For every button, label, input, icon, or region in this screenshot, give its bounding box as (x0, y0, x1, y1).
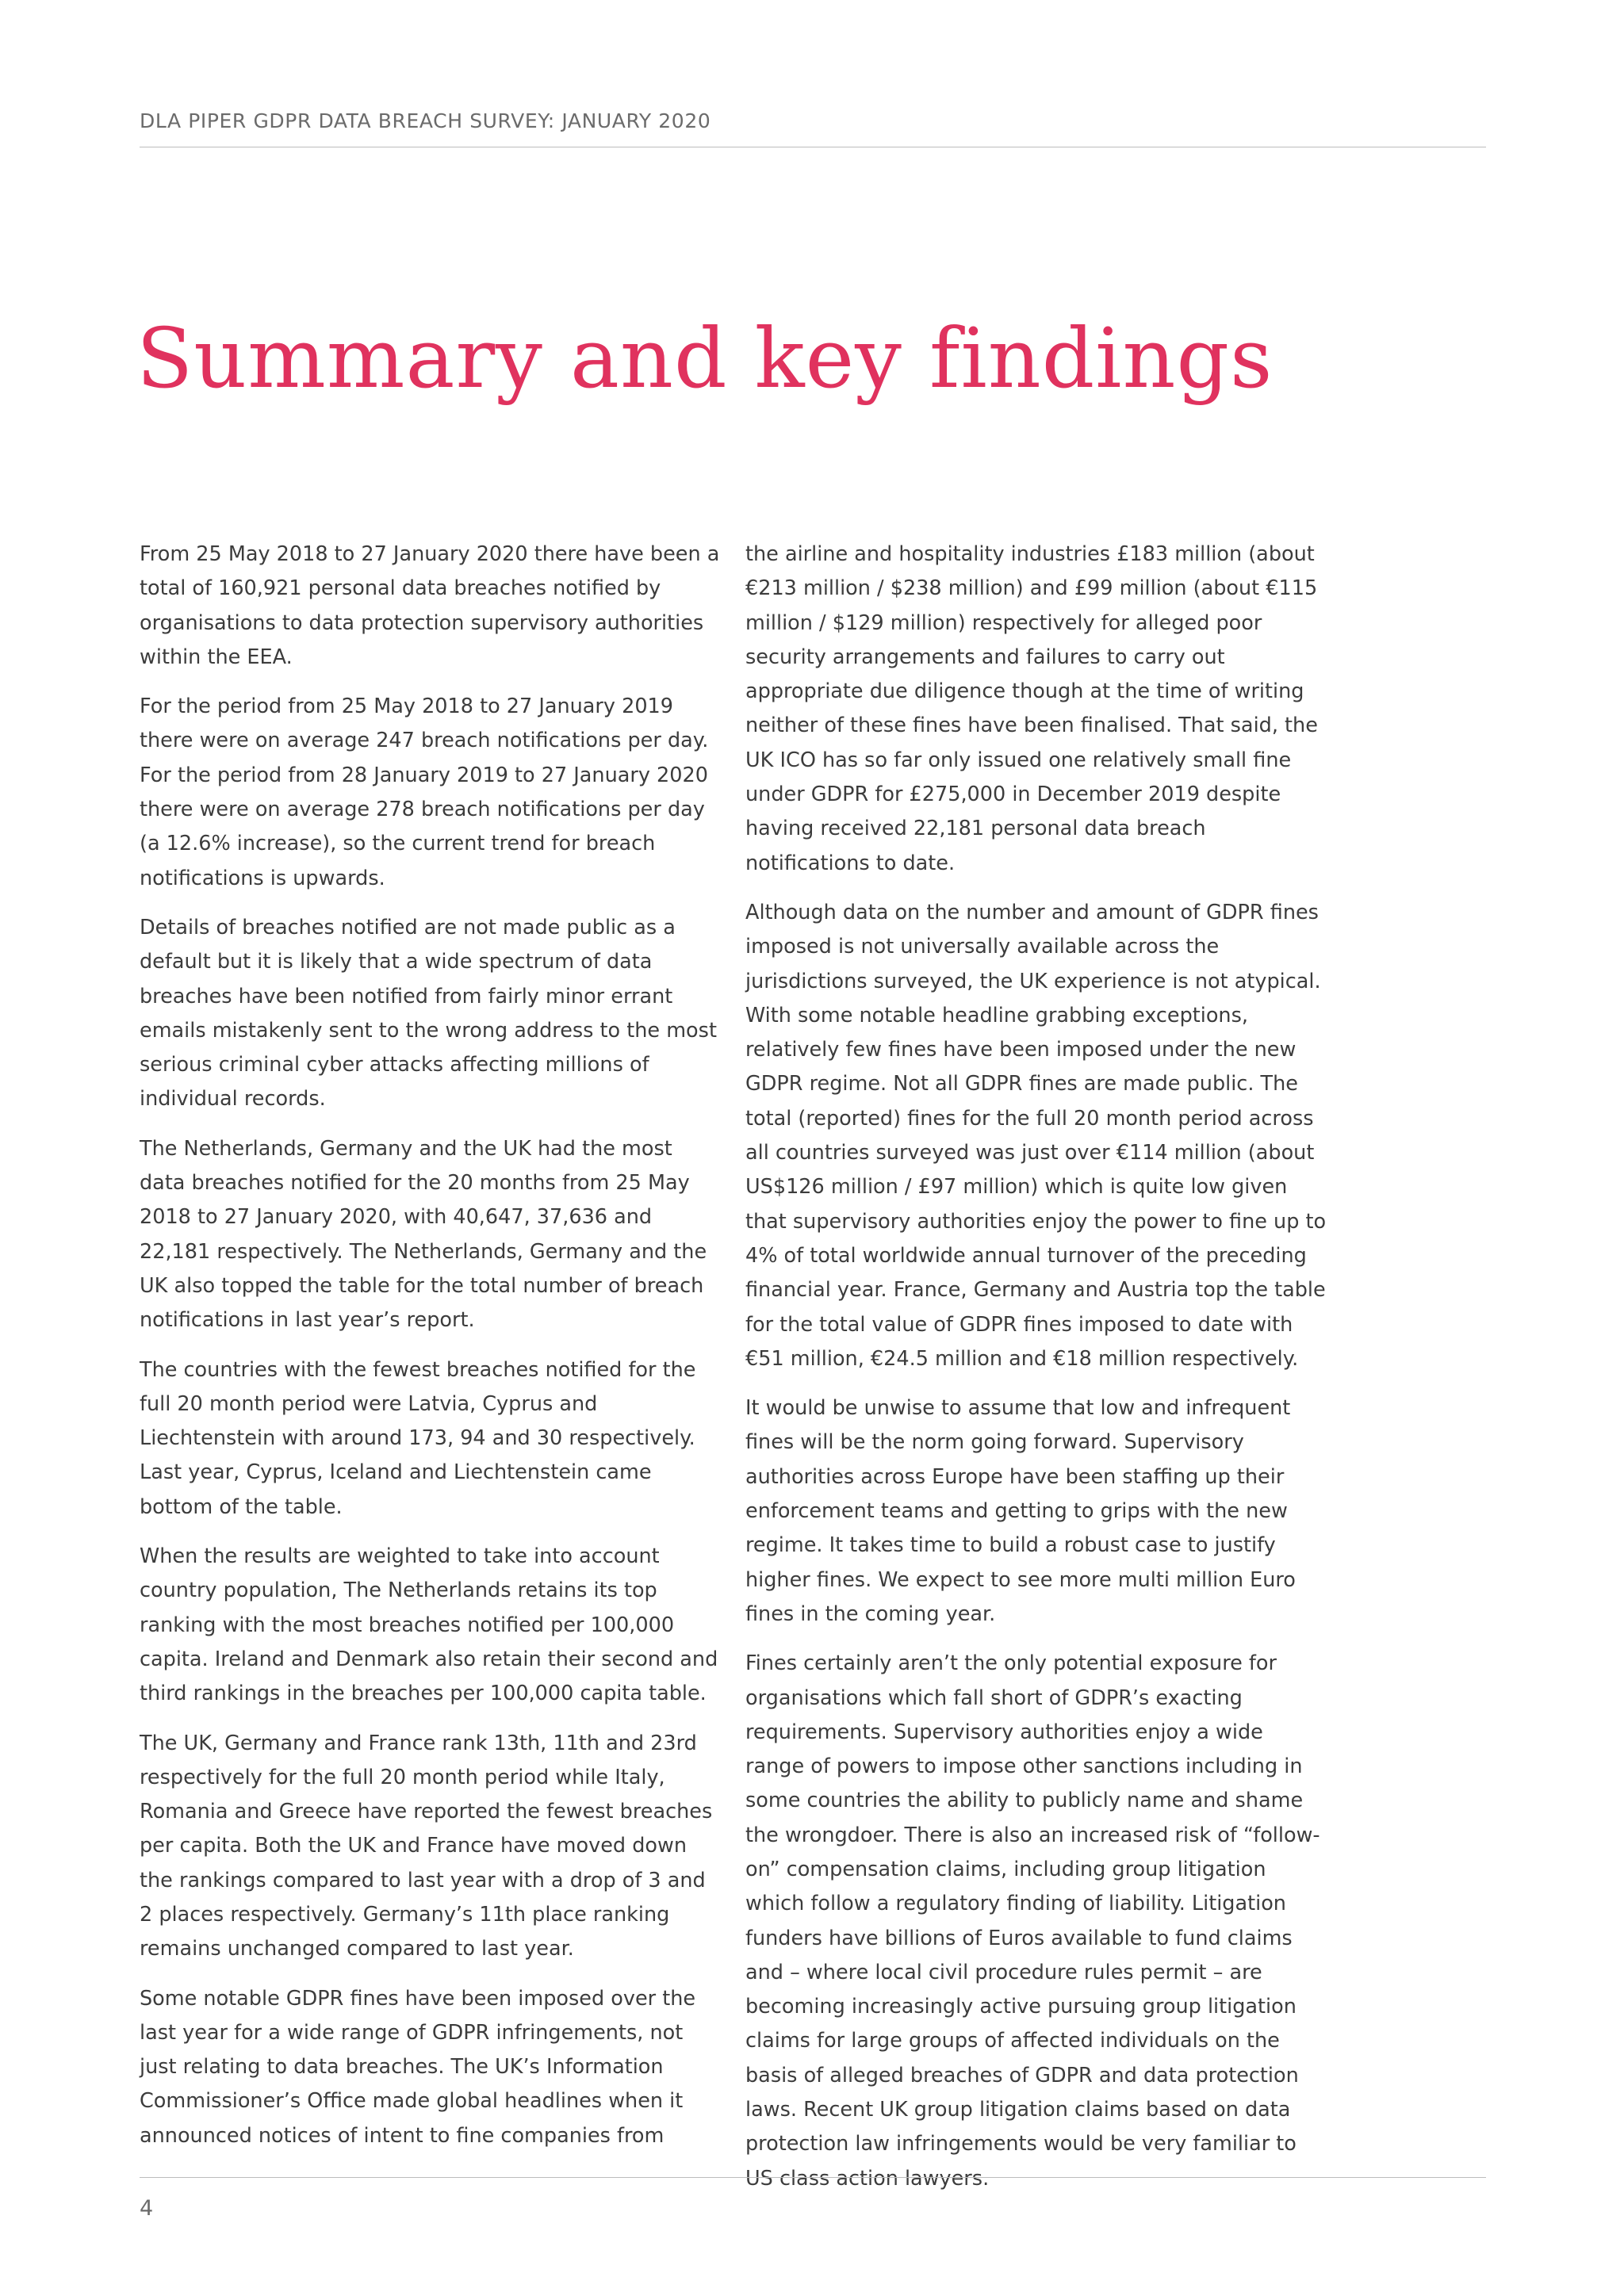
left-column (140, 538, 722, 2168)
paragraph: It would be unwise to assume that low and infrequent fines will be the norm going forward. Supervisory authorities across Europe have been staffing up their enforcement teams and getting to grips with the new regime. It takes time to build a robust case to justify higher fines. We expect to see more multi million Euro fines in the coming year. (745, 1396, 1296, 1626)
paragraph: When the results are weighted to take into account country population, The Netherlands retains its top ranking with the most breaches notified per 100,000 capita. Ireland and Denmark also retain their second and third rankings in the breaches per 100,000 capita table. (140, 1544, 718, 1706)
running-header: DLA PIPER GDPR DATA BREACH SURVEY: JANUARY 2020 (140, 109, 711, 132)
page-title: Summary and key findings (136, 310, 1274, 407)
page-number: 4 (140, 2196, 154, 2221)
paragraph: Some notable GDPR fines have been imposed over the last year for a wide range of GDPR infringements, not just relating to data breaches. The UK’s Information Commissioner’s Office made global headlines when it announced notices of intent to fine companies from (140, 1986, 696, 2148)
right-column (745, 538, 1328, 2211)
paragraph: The UK, Germany and France rank 13th, 11th and 23rd respectively for the full 20 month period while Italy, Romania and Greece have reported the fewest breaches per capita. Both the UK and France have moved down the rankings compared to last year with a drop of 3 and 2 places respectively. Germany’s 11th place ranking remains unchanged compared to last year. (140, 1731, 713, 1961)
paragraph: the airline and hospitality industries £183 million (about €213 million / $238 million) and £99 million (about €115 million / $129 million) respectively for alleged poor security arrangements and failures to carry out appropriate due diligence though at the time of writing neither of these fines have been finalised. That said, the UK ICO has so far only issued one relatively small fine under GDPR for £275,000 in December 2019 despite having received 22,181 personal data breach notifications to date. (745, 542, 1318, 875)
paragraph: The countries with the fewest breaches notified for the full 20 month period were Latvia, Cyprus and Liechtenstein with around 173, 94 and 30 respectively. Last year, Cyprus, Iceland and Liechtenstein came bottom of the table. (140, 1357, 696, 1519)
paragraph: For the period from 25 May 2018 to 27 January 2019 there were on average 247 breach notifications per day. For the period from 28 January 2019 to 27 January 2020 there were on average 278 breach notifications per day (a 12.6% increase), so the current trend for breach notifications is upwards. (140, 695, 709, 890)
paragraph: From 25 May 2018 to 27 January 2020 there have been a total of 160,921 personal data breaches notified by organisations to data protection supervisory authorities within the EEA. (140, 542, 720, 669)
paragraph: The Netherlands, Germany and the UK had the most data breaches notified for the 20 months from 25 May 2018 to 27 January 2020, with 40,647, 37,636 and 22,181 respectively. The Netherlands, Germany and the UK also topped the table for the total number of breach notifications in last year’s report. (140, 1136, 707, 1333)
paragraph: Details of breaches notified are not made public as a default but it is likely that a wide spectrum of data breaches have been notified from fairly minor errant emails mistakenly sent to the wrong address to the most serious criminal cyber attacks affecting millions of individual records. (140, 915, 717, 1112)
footer-divider (140, 2177, 1486, 2178)
paragraph: Fines certainly aren’t the only potential exposure for organisations which fall short of GDPR’s exacting requirements. Supervisory authorities enjoy a wide range of powers to impose other sanctions including in some countries the ability to publicly name and shame the wrongdoer. There is also an increased risk of “follow-on” compensation claims, including group litigation which follow a regulatory finding of liability. Litigation funders have billions of Euros available to fund claims and – where local civil procedure rules permit – are becoming increasingly active pursuing group litigation claims for large groups of affected individuals on the basis of alleged breaches of GDPR and data protection laws. Recent UK group litigation claims based on data protection law infringements would be very familiar to US class action lawyers. (745, 1651, 1320, 2191)
paragraph: Although data on the number and amount of GDPR fines imposed is not universally available across the jurisdictions surveyed, the UK experience is not atypical. With some notable headline grabbing exceptions, relatively few fines have been imposed under the new GDPR regime. Not all GDPR fines are made public. The total (reported) fines for the full 20 month period across all countries surveyed was just over €114 million (about US$126 million / £97 million) which is quite low given that supervisory authorities enjoy the power to fine up to 4% of total worldwide annual turnover of the preceding financial year. France, Germany and Austria top the table for the total value of GDPR fines imposed to date with €51 million, €24.5 million and €18 million respectively. (745, 900, 1327, 1371)
